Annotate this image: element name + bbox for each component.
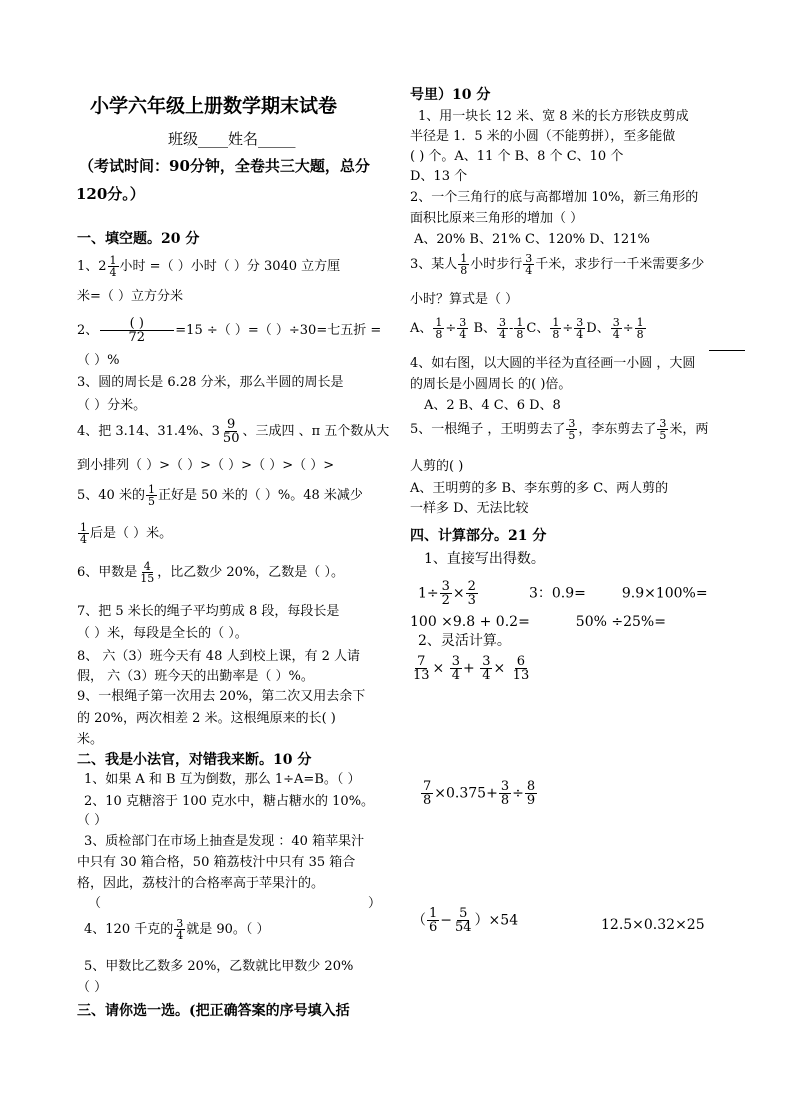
- question-1-9-cont2: 米。: [77, 732, 104, 747]
- flex-calc-3: （ $\frac{1}{6}$ − $\frac{5}{54}$ ）×54: [412, 906, 519, 935]
- question-2-3-cont2: 格，因此，荔枝汁的合格率高于苹果汁的。: [77, 876, 325, 891]
- question-1-6: 6、甲数是 $\frac{4}{15}$ ，比乙数少 20%，乙数是（ ）。: [77, 560, 344, 585]
- question-2-5-cont: （ ）: [77, 980, 108, 995]
- question-2-3-paren-right: ）: [368, 896, 382, 911]
- section4-sub1: 1、直接写出得数。: [424, 551, 545, 567]
- flex-calc-4: 12.5×0.32×25: [601, 917, 705, 933]
- question-3-3-options: A、 $\frac{1}{8}$ ÷ $\frac{3}{4}$ B、 $\frac{3}{4}$ - $\frac{1}{8}$ C、 $\frac{1}{8}$ ÷ $\frac{3}{4}$ D、 $\frac{3}{4}$ ÷ $\frac{1}{8}$: [410, 316, 644, 341]
- answer-blank-line: [709, 350, 745, 351]
- question-3-1-cont: 半径是 1．5 米的小圆（不能剪拼），至多能做: [410, 129, 676, 144]
- question-1-1: 1、2 $\frac{1}{4}$ 小时 =（ ）小时（ ）分 3040 立方厘: [77, 254, 341, 279]
- question-2-3: 3、质检部门在市场上抽查是发现 ：40 箱苹果汁: [84, 834, 365, 849]
- section3-header: 三、请你选一选。(把正确答案的序号填入括: [77, 1003, 350, 1019]
- question-3-5-cont: 人剪的( ): [410, 459, 464, 474]
- question-3-3-cont: 小时？算式是（ ）: [410, 292, 519, 307]
- question-1-1-cont: 米=（ ）立方分米: [77, 289, 184, 304]
- section1-header: 一、填空题。20 分: [77, 231, 200, 247]
- exam-info-cont: 120分。）: [76, 185, 145, 203]
- section4-header: 四、计算部分。21 分: [410, 528, 547, 544]
- question-1-4: 4、把 3.14、31.4%、3 $\frac{9}{50}$ 、三成四 、π 五个数从大: [77, 417, 390, 446]
- question-3-2-options: A、20% B、21% C、120% D、121%: [414, 232, 650, 247]
- question-1-2-cont: （ ）%: [77, 353, 120, 368]
- question-3-4: 4、如右图，以大圆的半径为直径画一小圆 ，大圆: [410, 356, 696, 371]
- section2-header: 二、我是小法官，对错我来断。10 分: [77, 752, 312, 768]
- question-2-2: 2、10 克糖溶于 100 克水中，糖占糖水的 10%。: [84, 794, 375, 809]
- question-1-9-cont: 的 20%，两次相差 2 米。这根绳原来的长( ): [77, 711, 336, 726]
- question-1-3-cont: （ ）分米。: [77, 398, 147, 413]
- calc-row-1: 1÷ $\frac{3}{2}$ × $\frac{2}{3}$ 3：0.9= 9.9×100%=: [418, 579, 708, 608]
- flex-calc-2: $\frac{7}{8}$ ×0.375+ $\frac{3}{8}$ ÷ $\frac{8}{9}$: [423, 779, 536, 808]
- question-3-3: 3、某人 $\frac{1}{8}$ 小时步行 $\frac{3}{4}$ 千米，求步行一千米需要多少: [410, 252, 705, 277]
- question-1-8-cont: 假， 六（3）班今天的出勤率是（ ）%。: [77, 669, 314, 684]
- question-2-3-paren-left: （: [88, 896, 102, 911]
- question-1-7: 7、把 5 米长的绳子平均剪成 8 段，每段长是: [77, 604, 340, 619]
- question-3-1-cont3: D、13 个: [410, 169, 468, 184]
- question-1-4-cont: 到小排列（ ）>（ ）>（ ）>（ ）>（ ）>: [77, 458, 335, 473]
- question-2-4: 4、120 千克的 $\frac{3}{4}$ 就是 90。（ ）: [84, 917, 270, 942]
- section4-sub2: 2、灵活计算。: [418, 633, 511, 649]
- flex-calc-1: $\frac{7}{13}$ × $\frac{3}{4}$ + $\frac{3}{4}$ × $\frac{6}{13}$: [413, 654, 530, 683]
- question-3-2: 2、一个三角行的底与高都增加 10%，新三角形的: [410, 190, 699, 205]
- question-3-5-options-cont: 一样多 D、无法比较: [410, 501, 529, 516]
- page-title: 小学六年级上册数学期末试卷: [90, 95, 338, 117]
- question-3-5-options: A、王明剪的多 B、李东剪的多 C、两人剪的: [410, 481, 669, 496]
- question-1-3: 3、圆的周长是 6.28 分米，那么半圆的周长是: [77, 375, 344, 390]
- class-name-line: 班级____姓名_____: [168, 130, 296, 148]
- question-1-8: 8、 六（3）班今天有 48 人到校上课，有 2 人请: [77, 649, 361, 664]
- question-1-7-cont: （ ）米，每段是全长的（ ）。: [77, 626, 248, 641]
- question-1-5: 5、40 米的 $\frac{1}{5}$ 正好是 50 米的（ ）%。48 米减少: [77, 483, 363, 508]
- question-2-1: 1、如果 A 和 B 互为倒数，那么 1÷A=B。（ ）: [84, 772, 361, 787]
- question-2-2-cont: （ ）: [77, 813, 108, 828]
- calc-row-2: 100 ×9.8 + 0.2= 50% ÷25%=: [410, 614, 666, 630]
- question-3-5: 5、一根绳子 ，王明剪去了 $\frac{3}{5}$ ，李东剪去了 $\frac{3}{5}$ 米，两: [410, 417, 709, 442]
- question-3-2-cont: 面积比原来三角形的增加（ ）: [410, 211, 584, 226]
- question-3-4-options: A、2 B、4 C、6 D、8: [424, 398, 561, 413]
- question-2-3-cont: 中只有 30 箱合格，50 箱荔枝汁中只有 35 箱合: [77, 855, 356, 870]
- exam-info: （考试时间：90分钟，全卷共三大题，总分: [79, 157, 370, 175]
- question-2-5: 5、甲数比乙数多 20%，乙数就比甲数少 20%: [84, 959, 354, 974]
- question-3-1: 1、用一块长 12 米、宽 8 米的长方形铁皮剪成: [418, 109, 689, 124]
- question-3-1-cont2: ( ) 个。A、11 个 B、8 个 C、10 个: [410, 149, 624, 164]
- question-1-2: 2、 ( ) 72 =15 ÷（ ）=（ ）÷30=七五折 =: [77, 316, 382, 345]
- question-3-4-cont: 的周长是小圆周长 的( )倍。: [410, 377, 572, 392]
- question-1-9: 9、一根绳子第一次用去 20%，第二次又用去余下: [77, 689, 366, 704]
- section3-header-cont: 号里）10 分: [410, 87, 491, 103]
- question-1-5-cont: $\frac{1}{4}$ 后是（ ）米。: [80, 521, 173, 546]
